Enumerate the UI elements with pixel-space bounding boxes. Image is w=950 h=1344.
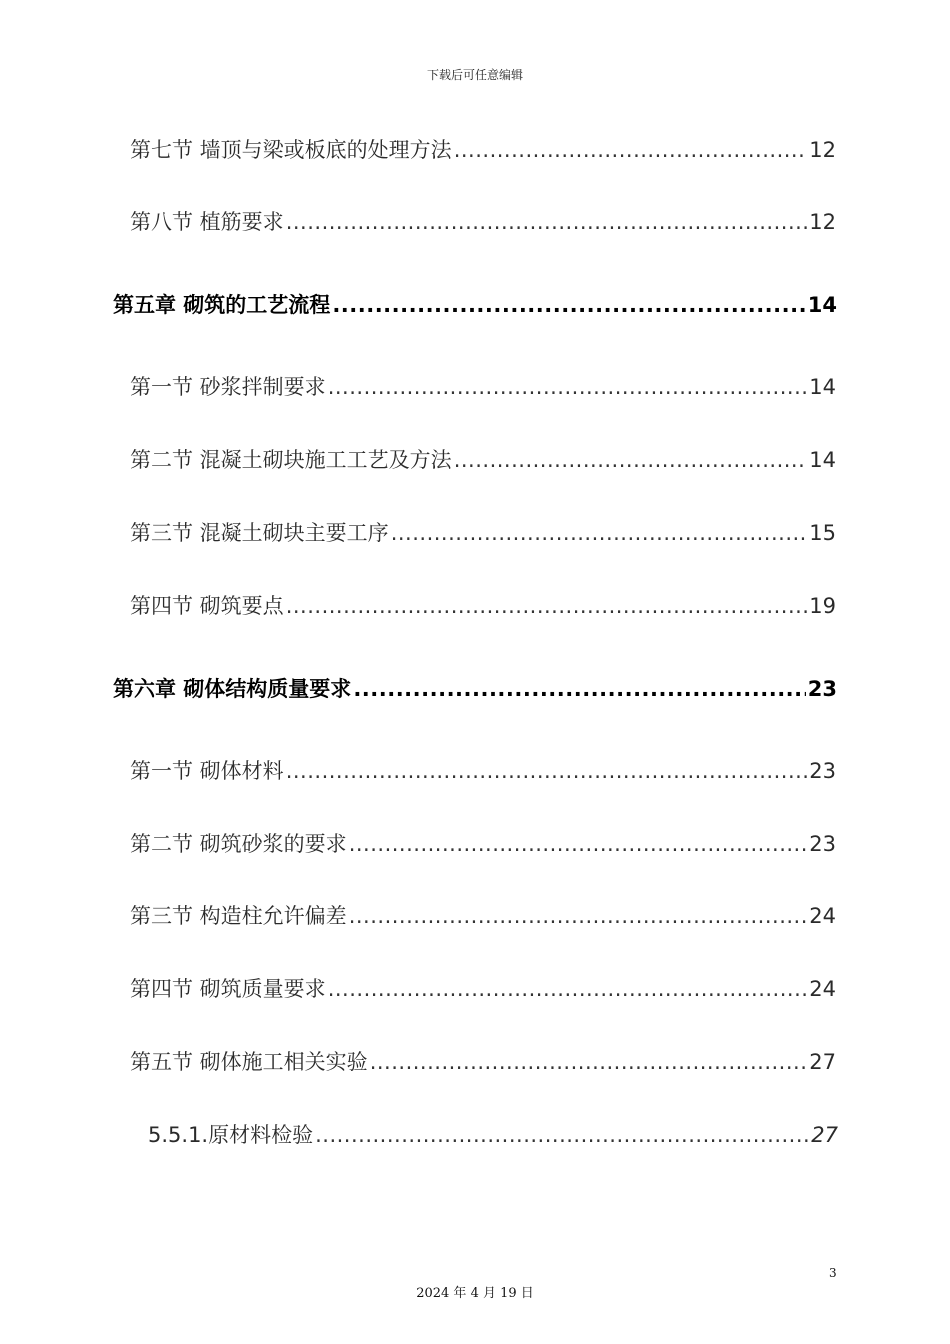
toc-entry[interactable] — [130, 206, 836, 238]
toc-leader-dots — [454, 134, 808, 166]
toc-leader-dots — [286, 590, 808, 622]
toc-entry-title: 第六章 砌体结构质量要求 — [113, 677, 352, 701]
toc-leader-dots — [286, 206, 808, 238]
toc-leader-dots — [391, 517, 808, 549]
toc-entry-title: 第一节 砂浆拌制要求 — [130, 375, 326, 399]
toc-entry[interactable] — [130, 590, 836, 622]
toc-entry-title: 第三节 构造柱允许偏差 — [130, 904, 347, 928]
toc-entry-page: 23 — [809, 832, 836, 856]
toc-leader-dots — [349, 828, 808, 860]
toc-entry[interactable] — [130, 371, 836, 403]
toc-leader-dots — [286, 755, 808, 787]
toc-leader-dots — [370, 1046, 808, 1078]
toc-chapter-entry[interactable] — [113, 289, 837, 321]
toc-entry[interactable] — [130, 828, 836, 860]
toc-entry-page: 23 — [807, 677, 837, 701]
toc-chapter-entry[interactable] — [113, 673, 837, 705]
toc-leader-dots — [349, 900, 808, 932]
toc-entry-title: 第二节 砌筑砂浆的要求 — [130, 832, 347, 856]
page-header: 下载后可任意编辑 — [426, 68, 523, 82]
toc-entry[interactable] — [130, 755, 836, 787]
page-footer-date: 2024 年 4 月 19 日 — [416, 1286, 534, 1301]
toc-leader-dots — [454, 444, 808, 476]
toc-entry-page: 15 — [809, 521, 836, 545]
toc-entry[interactable] — [130, 973, 836, 1005]
toc-entry-page: 27 — [809, 1050, 836, 1074]
toc-leader-dots — [315, 1119, 809, 1151]
toc-subsection-entry[interactable] — [148, 1119, 838, 1151]
toc-entry-title: 第八节 植筋要求 — [130, 210, 284, 234]
toc-entry[interactable] — [130, 134, 836, 166]
toc-entry-title: 第一节 砌体材料 — [130, 759, 284, 783]
toc-entry-page: 14 — [809, 448, 836, 472]
toc-leader-dots — [353, 673, 805, 705]
toc-entry-page: 14 — [809, 375, 836, 399]
toc-entry-page: 19 — [809, 594, 836, 618]
toc-entry-title: 第五章 砌筑的工艺流程 — [113, 293, 331, 317]
toc-entry-page: 27 — [811, 1123, 838, 1147]
toc-entry-title: 第四节 砌筑要点 — [130, 594, 284, 618]
toc-entry-page: 24 — [809, 977, 836, 1001]
toc-entry[interactable] — [130, 1046, 836, 1078]
toc-entry-title: 第三节 混凝土砌块主要工序 — [130, 521, 389, 545]
toc-entry[interactable] — [130, 517, 836, 549]
toc-entry-page: 12 — [809, 138, 836, 162]
page-number: 3 — [829, 1266, 837, 1280]
toc-entry-page: 12 — [809, 210, 836, 234]
toc-leader-dots — [328, 371, 808, 403]
toc-entry[interactable] — [130, 900, 836, 932]
toc-entry[interactable] — [130, 444, 836, 476]
toc-entry-page: 14 — [807, 293, 837, 317]
toc-leader-dots — [328, 973, 808, 1005]
toc-entry-title: 第四节 砌筑质量要求 — [130, 977, 326, 1001]
toc-entry-title: 第五节 砌体施工相关实验 — [130, 1050, 368, 1074]
toc-leader-dots — [332, 289, 805, 321]
toc-entry-title: 第七节 墙顶与梁或板底的处理方法 — [130, 138, 452, 162]
toc-entry-page: 23 — [809, 759, 836, 783]
toc-entry-title: 5.5.1.原材料检验 — [148, 1123, 314, 1147]
toc-entry-page: 24 — [809, 904, 836, 928]
toc-entry-title: 第二节 混凝土砌块施工工艺及方法 — [130, 448, 452, 472]
